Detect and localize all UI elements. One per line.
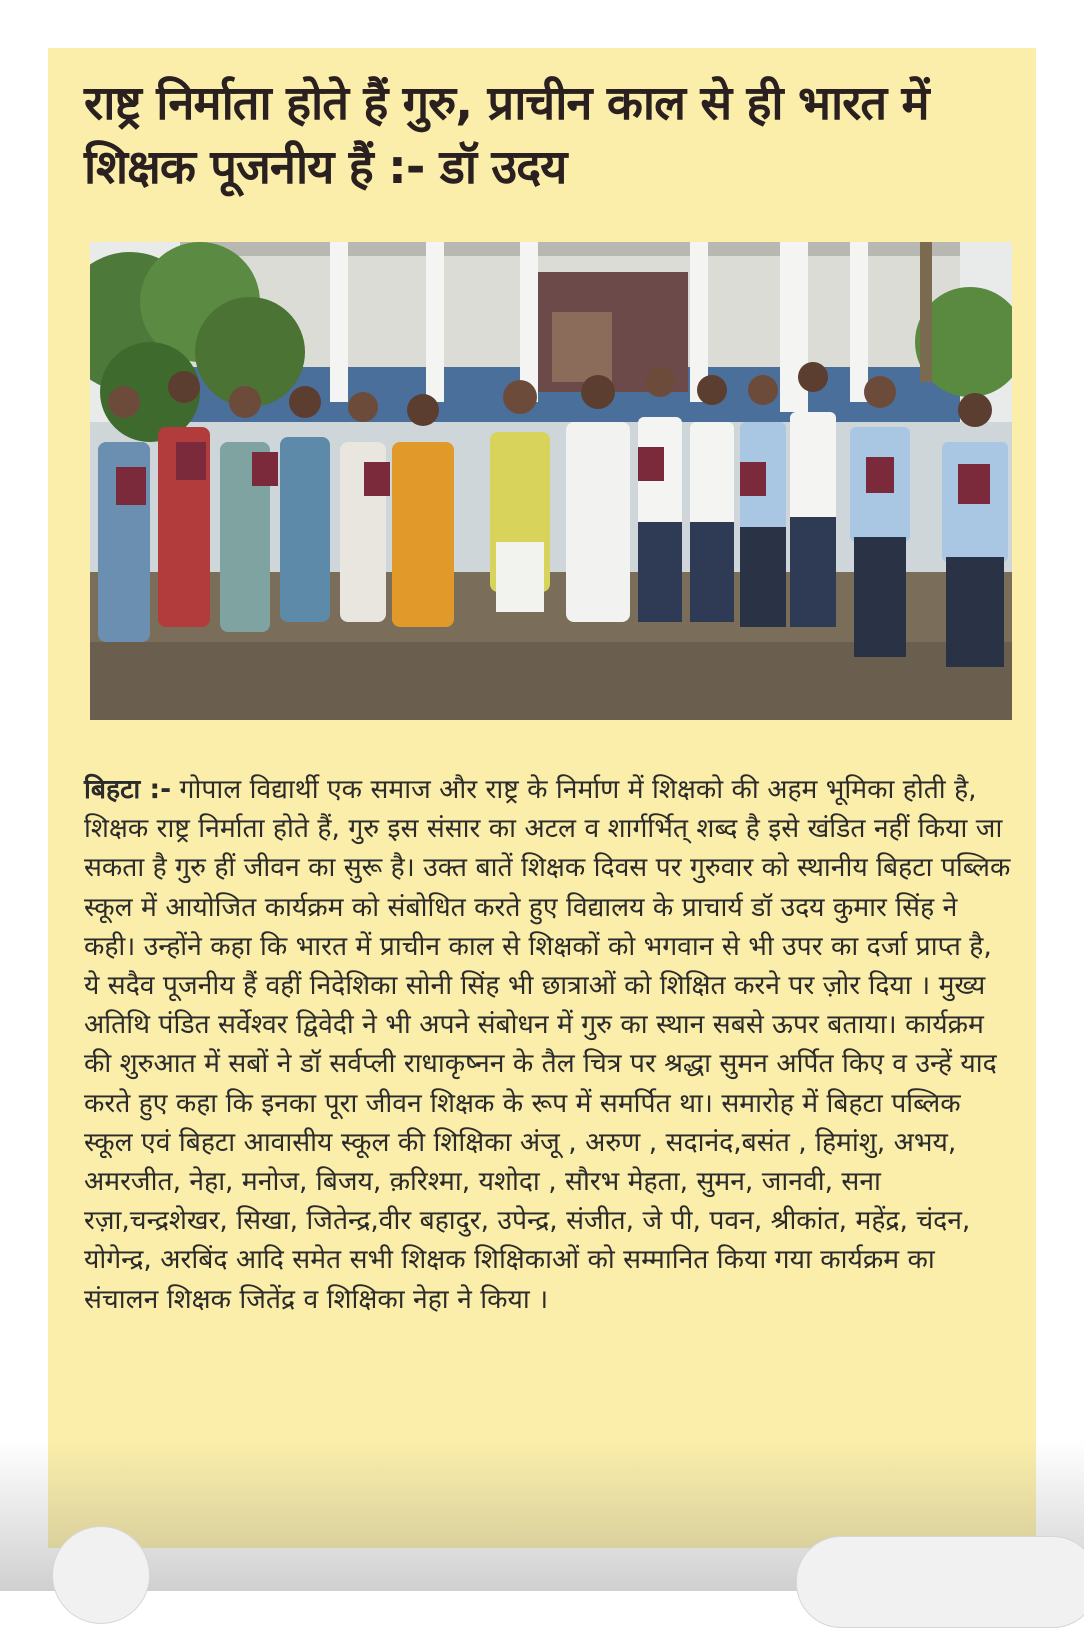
newspaper-clipping [48, 48, 1036, 1548]
group-photo [90, 242, 1012, 720]
article-body [84, 770, 1014, 1319]
floating-pill-button[interactable] [796, 1536, 1084, 1628]
floating-action-circle[interactable] [52, 1526, 150, 1624]
dateline: बिहटा :- [84, 774, 172, 805]
article-text: गोपाल विद्यार्थी एक समाज और राष्ट्र के निर्माण में शिक्षको की अहम भूमिका होती है, शिक्षक राष्ट्र निर्माता होते हैं, गुरु इस संसार का अटल व शार्गर्भित् शब्द है इसे खंडित नहीं किया जा सकता है गुरु हीं जीवन का सुरू है। उक्त बातें शिक्षक दिवस पर गुरुवार को स्थानीय बिहटा पब्लिक स्कूल में आयोजित कार्यक्रम को संबोधित करते हुए विद्यालय के प्राचार्य डॉ उदय कुमार सिंह ने कही। उन्होंने कहा कि भारत में प्राचीन काल से शिक्षकों को भगवान से भी उपर का दर्जा प्राप्त है, ये सदैव पूजनीय हैं वहीं निदेशिका सोनी सिंह भी छात्राओं को शिक्षित करने पर ज़ोर दिया । मुख्य अतिथि पंडित सर्वेश्वर द्विवेदी ने भी अपने संबोधन में गुरु का स्थान सबसे ऊपर बताया। कार्यक्रम की शुरुआत में सबों ने डॉ सर्वप्ली राधाकृष्नन के तैल चित्र पर श्रद्धा सुमन अर्पित किए व उन्हें याद करते हुए कहा कि इनका पूरा जीवन शिक्षक के रूप में समर्पित था। समारोह में बिहटा पब्लिक स्कूल एवं बिहटा आवासीय स्कूल की शिक्षिका अंजू , अरुण , सदानंद,बसंत , हिमांशु, अभय, अमरजीत, नेहा, मनोज, बिजय, क़रिश्मा, यशोदा , सौरभ मेहता, सुमन, जानवी, सना रज़ा,चन्द्रशेखर, सिखा, जितेन्द्र,वीर बहादुर, उपेन्द्र, संजीत, जे पी, पवन, श्रीकांत, महेंद्र, चंदन, योगेन्द्र, अरबिंद आदि समेत सभी शिक्षक शिक्षिकाओं को सम्मानित किया गया कार्यक्रम का संचालन शिक्षक जितेंद्र व शिक्षिका नेहा ने किया । [84, 774, 1011, 1315]
group-photo-illustration [90, 242, 1012, 720]
headline: राष्ट्र निर्माता होते हैं गुरु, प्राचीन काल से ही भारत में शिक्षक पूजनीय हैं :- डॉ उदय [84, 76, 929, 195]
